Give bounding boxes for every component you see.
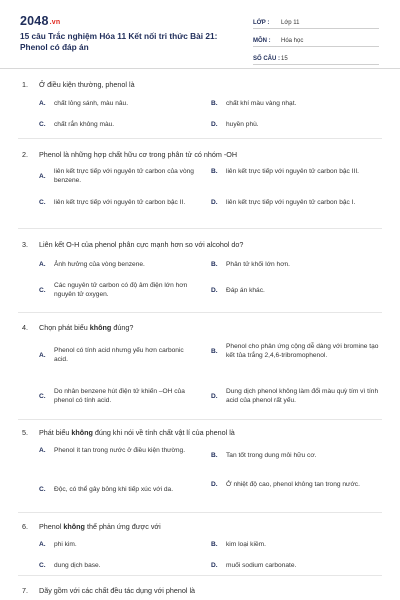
option-letter: C. (39, 392, 46, 400)
meta-value: 15 (281, 56, 288, 62)
question-text (22, 150, 382, 160)
question-stem-start: Chọn phát biểu (39, 323, 90, 332)
option-a[interactable] (39, 99, 199, 108)
option-a[interactable] (39, 446, 199, 455)
option-d[interactable] (211, 120, 381, 129)
divider (18, 138, 382, 139)
option-text: chất rắn không màu. (54, 121, 115, 128)
option-text: liên kết trực tiếp với nguyên tử carbon của vòng benzene. (54, 168, 194, 185)
question-stem-start: Phát biểu (39, 428, 72, 437)
question-text (22, 240, 382, 250)
meta-row-class (253, 12, 379, 29)
option-text: kim loại kiềm. (226, 541, 266, 548)
option-letter: C. (39, 562, 46, 569)
question-stem: Ở điều kiện thường, phenol là (39, 80, 135, 89)
option-d[interactable] (211, 198, 381, 207)
meta-row-subject (253, 30, 379, 47)
question-number: 1. (22, 80, 28, 89)
option-d[interactable] (211, 387, 381, 406)
question-stem: Phenol là những hợp chất hữu cơ trong phân tử có nhóm -OH (39, 150, 238, 159)
option-text: Tan tốt trong dung môi hữu cơ. (226, 452, 317, 459)
option-text: muối sodium carbonate. (226, 562, 297, 569)
question-number: 3. (22, 240, 28, 249)
option-text: chất khí màu vàng nhạt. (226, 100, 297, 107)
option-d[interactable] (211, 480, 381, 489)
option-text: liên kết trực tiếp với nguyên tử carbon bậc II. (54, 199, 186, 206)
question-number: 2. (22, 150, 28, 159)
option-text: Phenol cho phản ứng cộng dễ dàng với bromine tạo kết tủa trắng 2,4,6-tribromophenol. (226, 343, 379, 360)
divider (18, 419, 382, 420)
option-text: Ở nhiệt độ cao, phenol không tan trong nước. (226, 481, 360, 488)
option-letter: B. (211, 452, 218, 459)
option-text: liên kết trực tiếp với nguyên tử carbon bậc III. (226, 168, 360, 175)
option-text: Đáp án khác. (226, 287, 265, 294)
document-title: 15 câu Trắc nghiệm Hóa 11 Kết nối tri thức Bài 21: Phenol có đáp án (20, 31, 218, 52)
option-a[interactable] (39, 346, 199, 365)
question-number: 6. (22, 522, 28, 531)
divider (18, 312, 382, 313)
option-letter: B. (211, 100, 218, 107)
option-b[interactable] (211, 540, 381, 549)
option-c[interactable] (39, 485, 199, 494)
meta-label: SỐ CÂU : (253, 56, 280, 62)
option-d[interactable] (211, 286, 381, 295)
option-text: Các nguyên tử carbon có độ âm điện lớn hơn nguyên tử oxygen. (54, 282, 188, 299)
option-letter: C. (39, 486, 46, 493)
option-c[interactable] (39, 198, 199, 207)
option-letter: A. (39, 541, 46, 548)
option-a[interactable] (39, 167, 199, 186)
question-stem: Dãy gồm với các chất đều tác dụng với phenol là (39, 586, 196, 595)
site-logo[interactable] (20, 14, 60, 28)
option-letter: A. (39, 100, 46, 107)
option-b[interactable] (211, 342, 381, 361)
option-c[interactable] (39, 561, 199, 570)
option-text: Ảnh hưởng của vòng benzene. (54, 261, 145, 268)
option-letter: A. (39, 261, 46, 268)
option-text: dung dịch base. (54, 562, 101, 569)
option-b[interactable] (211, 167, 381, 176)
question-stem-end: đúng? (111, 323, 134, 332)
option-letter: A. (39, 447, 46, 454)
option-b[interactable] (211, 260, 381, 269)
meta-value: Hóa học (281, 38, 304, 44)
question-stem-emphasis: không (63, 522, 85, 531)
divider (18, 575, 382, 576)
option-letter: D. (211, 199, 218, 206)
option-letter: D. (211, 392, 218, 400)
logo-main-text: 2048 (20, 14, 49, 28)
option-c[interactable] (39, 387, 199, 406)
option-letter: D. (211, 481, 218, 488)
meta-label: LỚP : (253, 20, 270, 26)
question-text (22, 522, 382, 532)
divider (18, 512, 382, 513)
page-header (0, 0, 400, 69)
question-text (22, 428, 382, 438)
option-c[interactable] (39, 120, 199, 129)
option-letter: D. (211, 562, 218, 569)
meta-label: MÔN : (253, 38, 271, 44)
option-text: chất lỏng sánh, màu nâu. (54, 100, 129, 107)
option-b[interactable] (211, 451, 381, 460)
option-letter: D. (211, 121, 218, 128)
option-letter: C. (39, 121, 46, 128)
option-letter: B. (211, 261, 218, 268)
question-text (22, 586, 382, 596)
question-number: 7. (22, 586, 28, 595)
meta-row-count (253, 48, 379, 65)
meta-value: Lớp 11 (281, 20, 300, 26)
question-number: 5. (22, 428, 28, 437)
logo-suffix-text: .vn (49, 19, 61, 26)
option-text: liên kết trực tiếp với nguyên tử carbon bậc I. (226, 199, 356, 206)
option-letter: C. (39, 286, 46, 294)
option-letter: D. (211, 287, 218, 294)
option-letter: A. (39, 351, 46, 359)
option-letter: C. (39, 199, 46, 206)
option-c[interactable] (39, 281, 199, 300)
option-text: huyền phù. (226, 121, 259, 128)
option-text: Độc, có thể gây bỏng khi tiếp xúc với da. (54, 486, 174, 493)
meta-info (253, 12, 379, 66)
option-text: phi kim. (54, 541, 77, 548)
option-text: Do nhân benzene hút điện tử khiến –OH của phenol có tính acid. (54, 388, 185, 405)
option-letter: A. (39, 172, 46, 180)
question-stem-emphasis: không (89, 323, 112, 332)
question-stem-end: thể phản ứng được với (84, 522, 161, 531)
divider (18, 228, 382, 229)
option-text: Phân tử khối lớn hơn. (226, 261, 291, 268)
question-stem-end: đúng khi nói về tính chất vật lí của phenol là (92, 428, 235, 437)
option-text: Phenol ít tan trong nước ở điều kiện thường. (54, 447, 186, 454)
option-letter: B. (211, 347, 218, 355)
option-a[interactable] (39, 260, 199, 269)
option-text: Dung dịch phenol không làm đổi màu quỳ tím vì tính acid của phenol rất yếu. (226, 388, 379, 405)
question-stem-emphasis: không (71, 428, 93, 437)
option-a[interactable] (39, 540, 199, 549)
question-stem: Liên kết O-H của phenol phân cực mạnh hơn so với alcohol do? (39, 240, 244, 249)
question-stem-start: Phenol (39, 522, 64, 531)
option-d[interactable] (211, 561, 381, 570)
option-letter: B. (211, 541, 218, 548)
question-text (22, 323, 382, 333)
option-text: Phenol có tính acid nhưng yếu hơn carbonic acid. (54, 347, 184, 364)
option-b[interactable] (211, 99, 381, 108)
option-letter: B. (211, 168, 218, 175)
question-text (22, 80, 382, 90)
question-number: 4. (22, 323, 28, 332)
